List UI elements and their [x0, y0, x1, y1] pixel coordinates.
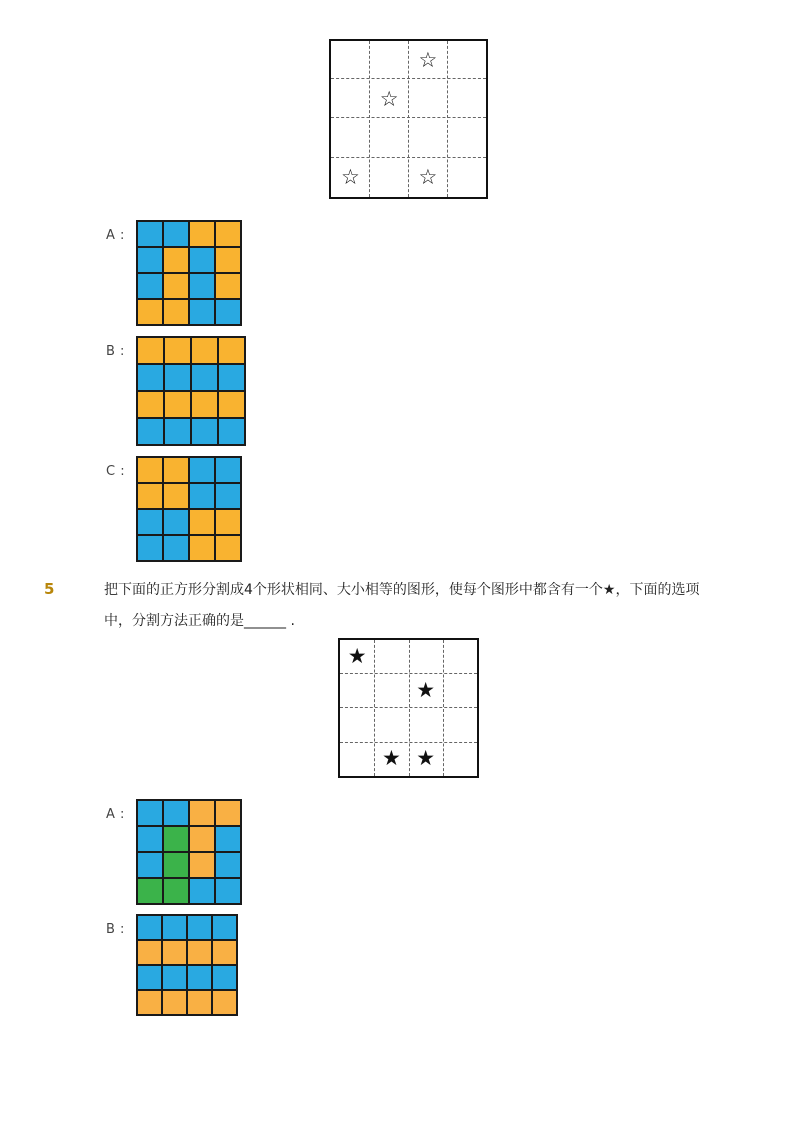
grid-cell [191, 364, 218, 391]
grid-cell [137, 915, 162, 940]
grid-cell [163, 826, 189, 852]
grid-cell [215, 221, 241, 247]
filled-star-icon: ★ [416, 678, 436, 702]
q5-option-a-grid[interactable] [136, 799, 242, 905]
grid-cell [189, 483, 215, 509]
q5-star-grid [338, 638, 479, 778]
grid-cell [163, 483, 189, 509]
grid-cell [189, 247, 215, 273]
grid-cell [191, 391, 218, 418]
grid-cell [215, 457, 241, 483]
grid-cell [212, 940, 237, 965]
grid-cell [163, 878, 189, 904]
grid-cell [137, 247, 163, 273]
grid-cell [163, 509, 189, 535]
grid-cell [189, 273, 215, 299]
q5-option-b-label: B : [106, 922, 125, 937]
grid-cell [162, 940, 187, 965]
grid-cell [189, 878, 215, 904]
grid-cell [137, 965, 162, 990]
q4-option-a-grid[interactable] [136, 220, 242, 326]
grid-cell [163, 852, 189, 878]
grid-cell [164, 337, 191, 364]
grid-cell [137, 535, 163, 561]
grid-cell [163, 221, 189, 247]
q4-option-b-label: B : [106, 344, 125, 359]
q4-option-c-grid[interactable] [136, 456, 242, 562]
grid-cell [218, 364, 245, 391]
grid-cell [189, 852, 215, 878]
grid-cell [187, 965, 212, 990]
grid-cell [189, 509, 215, 535]
q4-star-grid [329, 39, 488, 199]
grid-cell [163, 800, 189, 826]
grid-cell [215, 483, 241, 509]
grid-cell [163, 273, 189, 299]
grid-cell [187, 915, 212, 940]
grid-cell [218, 391, 245, 418]
grid-cell [137, 878, 163, 904]
grid-cell [163, 535, 189, 561]
grid-cell [137, 800, 163, 826]
grid-cell [137, 337, 164, 364]
grid-cell [137, 852, 163, 878]
grid-cell [163, 247, 189, 273]
grid-cell [137, 364, 164, 391]
outline-star-icon: ☆ [418, 164, 438, 189]
grid-cell [137, 391, 164, 418]
outline-star-icon: ☆ [340, 164, 360, 189]
grid-cell [215, 826, 241, 852]
grid-cell [189, 457, 215, 483]
grid-cell [212, 915, 237, 940]
grid-cell [187, 940, 212, 965]
grid-cell [137, 826, 163, 852]
grid-cell [137, 418, 164, 445]
grid-cell [215, 852, 241, 878]
grid-cell [164, 418, 191, 445]
grid-cell [162, 965, 187, 990]
grid-cell [215, 299, 241, 325]
outline-star-icon: ☆ [379, 86, 399, 111]
grid-cell [215, 878, 241, 904]
grid-cell [215, 535, 241, 561]
grid-cell [163, 299, 189, 325]
grid-cell [137, 299, 163, 325]
question-text-line-2: 中，分割方法正确的是______ . [104, 613, 295, 629]
grid-cell [189, 800, 215, 826]
grid-cell [215, 509, 241, 535]
grid-cell [137, 273, 163, 299]
q5-option-b-grid[interactable] [136, 914, 238, 1016]
grid-cell [137, 990, 162, 1015]
grid-cell [164, 364, 191, 391]
grid-cell [189, 221, 215, 247]
q4-option-a-label: A : [106, 228, 125, 243]
grid-cell [137, 483, 163, 509]
grid-cell [137, 509, 163, 535]
grid-cell [163, 457, 189, 483]
grid-cell [189, 299, 215, 325]
grid-cell [162, 915, 187, 940]
grid-cell [164, 391, 191, 418]
grid-cell [215, 800, 241, 826]
q4-option-b-grid[interactable] [136, 336, 246, 446]
grid-cell [162, 990, 187, 1015]
q4-option-c-label: C : [106, 464, 126, 479]
grid-cell [187, 990, 212, 1015]
grid-cell [137, 457, 163, 483]
grid-cell [191, 418, 218, 445]
question-number: 5 [44, 580, 55, 598]
grid-cell [189, 826, 215, 852]
filled-star-icon: ★ [347, 644, 367, 668]
outline-star-icon: ☆ [418, 47, 438, 72]
filled-star-icon: ★ [381, 746, 401, 770]
filled-star-icon: ★ [416, 746, 436, 770]
q5-option-a-label: A : [106, 807, 125, 822]
grid-cell [137, 940, 162, 965]
grid-cell [212, 990, 237, 1015]
grid-cell [137, 221, 163, 247]
grid-cell [218, 337, 245, 364]
grid-cell [215, 273, 241, 299]
grid-cell [191, 337, 218, 364]
grid-cell [189, 535, 215, 561]
question-text-line-1: 把下面的正方形分割成4个形状相同、大小相等的图形，使每个图形中都含有一个★，下面的选项 [104, 582, 700, 598]
grid-cell [218, 418, 245, 445]
grid-cell [212, 965, 237, 990]
grid-cell [215, 247, 241, 273]
